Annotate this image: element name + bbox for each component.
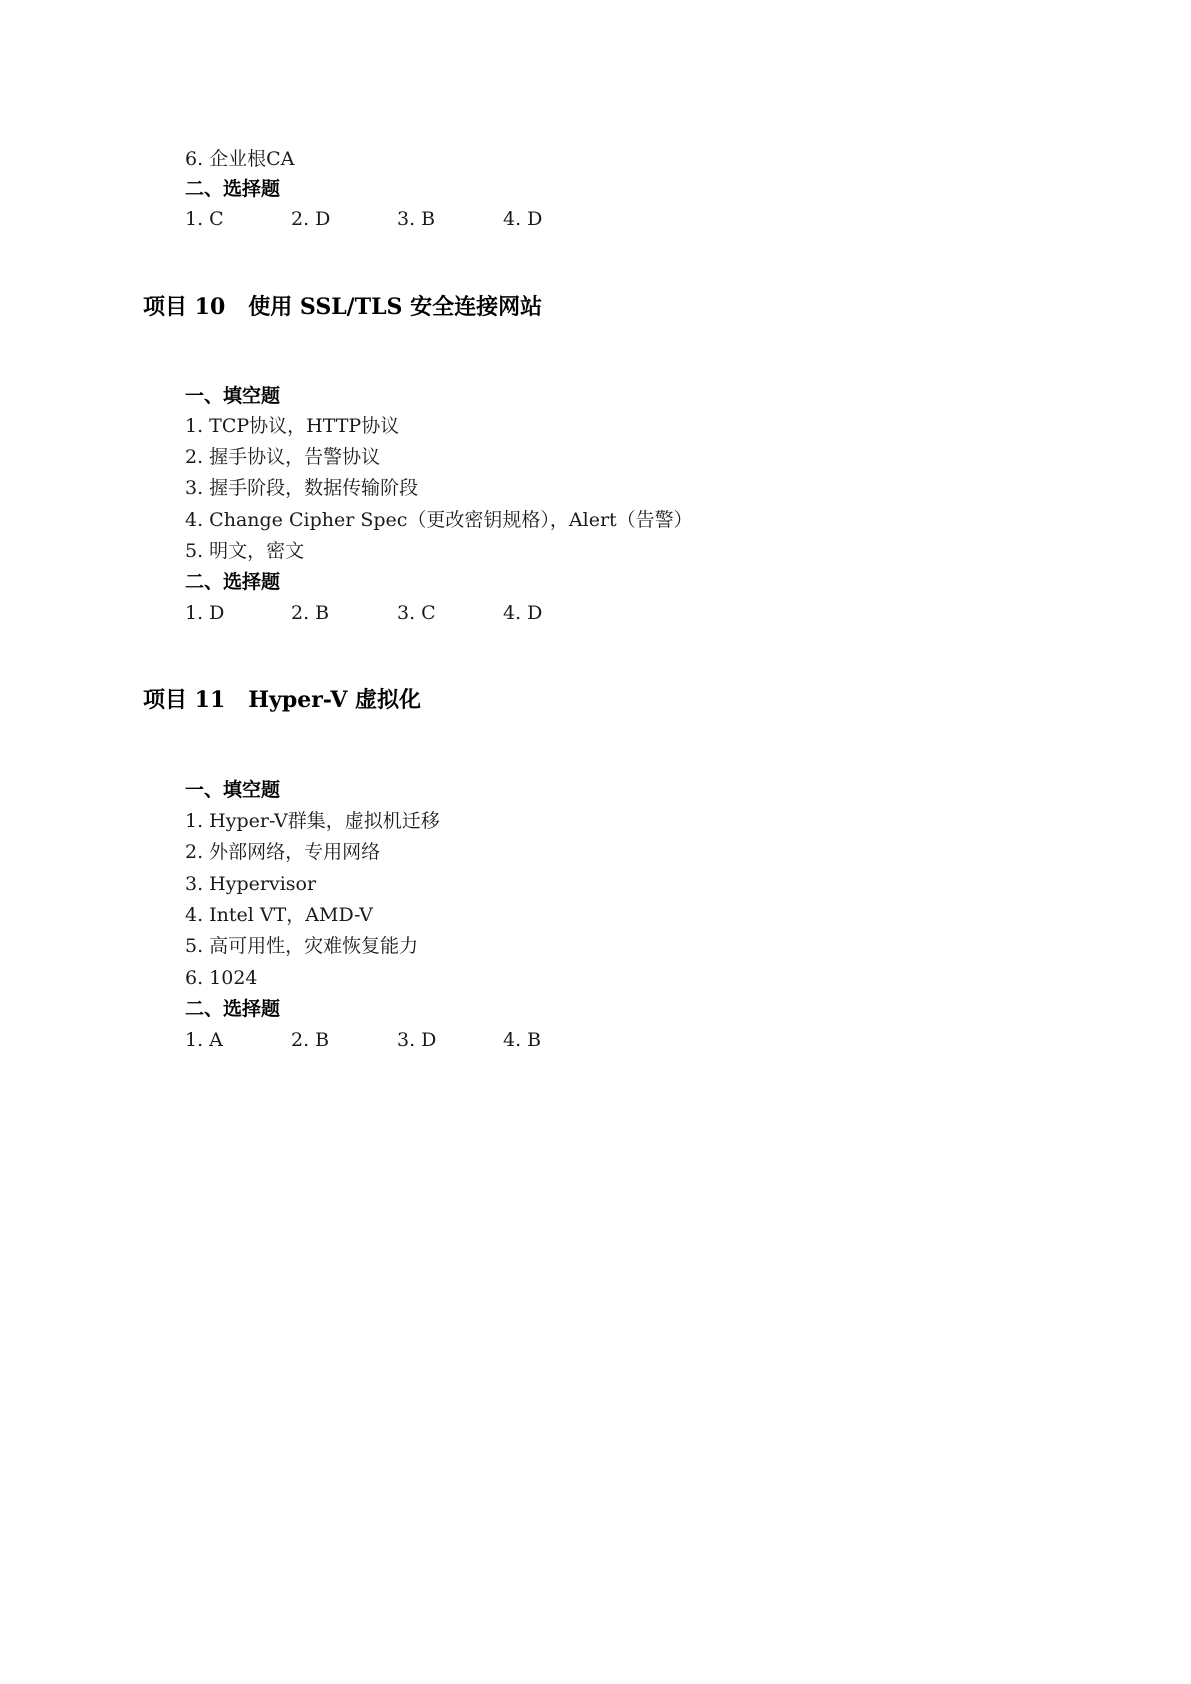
choice-answer: 3. D — [397, 1029, 437, 1051]
choice-answer: 4. B — [503, 1029, 542, 1051]
fill-item: 3. Hypervisor — [185, 873, 317, 895]
fill-item: 4. Change Cipher Spec（更改密钥规格），Alert（告警） — [185, 509, 693, 531]
fill-item: 4. Intel VT，AMD-V — [185, 904, 373, 926]
section-heading-fill: 一、填空题 — [185, 385, 281, 407]
choice-answer: 4. D — [503, 208, 543, 230]
section-heading-choice: 二、选择题 — [185, 571, 281, 593]
choice-answer: 3. B — [397, 208, 436, 230]
fill-item: 2. 握手协议，告警协议 — [185, 446, 381, 468]
fill-item: 5. 高可用性，灾难恢复能力 — [185, 935, 419, 957]
choice-answer: 1. D — [185, 602, 225, 624]
fill-item: 2. 外部网络，专用网络 — [185, 841, 381, 863]
section-heading-fill: 一、填空题 — [185, 779, 281, 801]
project-11-title: 项目 11 Hyper-V 虚拟化 — [143, 687, 422, 713]
choice-answers — [185, 601, 609, 625]
choice-answer: 3. C — [397, 602, 436, 624]
choice-answer: 1. A — [185, 1029, 223, 1051]
fill-item: 1. Hyper-V群集，虚拟机迁移 — [185, 810, 440, 832]
section-heading-choice: 二、选择题 — [185, 998, 281, 1020]
choice-answers — [185, 207, 609, 231]
choice-answer: 2. B — [291, 602, 330, 624]
project-10-title: 项目 10 使用 SSL/TLS 安全连接网站 — [143, 294, 543, 320]
fill-item: 6. 1024 — [185, 967, 258, 989]
fill-item: 1. TCP协议，HTTP协议 — [185, 415, 400, 437]
fill-item: 6. 企业根CA — [185, 148, 295, 170]
section-heading-choice: 二、选择题 — [185, 178, 281, 200]
choice-answer: 2. B — [291, 1029, 330, 1051]
choice-answer: 1. C — [185, 208, 224, 230]
fill-item: 3. 握手阶段，数据传输阶段 — [185, 477, 419, 499]
choice-answer: 4. D — [503, 602, 543, 624]
fill-item: 5. 明文，密文 — [185, 540, 305, 562]
choice-answer: 2. D — [291, 208, 331, 230]
choice-answers — [185, 1028, 609, 1052]
